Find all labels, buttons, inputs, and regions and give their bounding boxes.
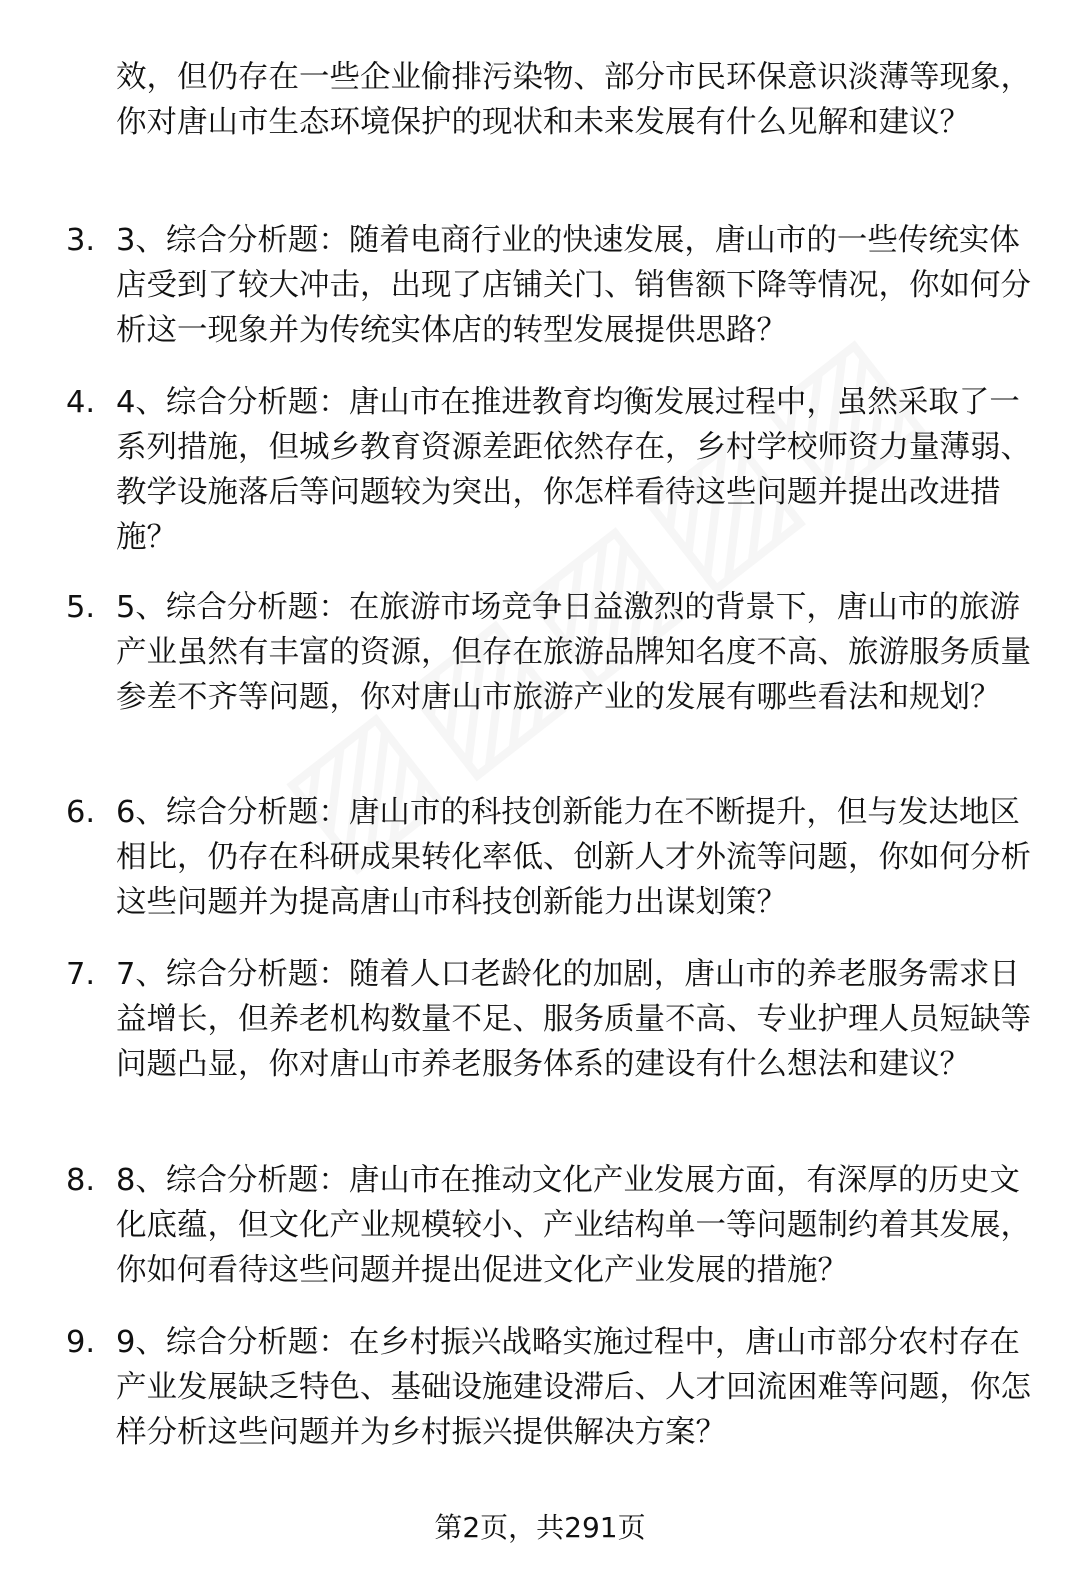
question-text: 6、综合分析题：唐山市的科技创新能力在不断提升，但与发达地区相比，仍存在科研成果转化率低、创新人才外流等问题，你如何分析这些问题并为提高唐山市科技创新能力出谋划策？ — [116, 795, 1031, 920]
continuation-paragraph: 效，但仍存在一些企业偷排污染物、部分市民环保意识淡薄等现象，你对唐山市生态环境保护的现状和未来发展有什么见解和建议？ — [116, 60, 1031, 140]
question-text: 8、综合分析题：唐山市在推动文化产业发展方面，有深厚的历史文化底蕴，但文化产业规模较小、产业结构单一等问题制约着其发展，你如何看待这些问题并提出促进文化产业发展的措施？ — [116, 1163, 1031, 1288]
question-number: 8. — [66, 1163, 96, 1198]
question-text: 7、综合分析题：随着人口老龄化的加剧，唐山市的养老服务需求日益增长，但养老机构数量不足、服务质量不高、专业护理人员短缺等问题凸显，你对唐山市养老服务体系的建设有什么想法和建议？ — [116, 957, 1031, 1082]
question-number: 6. — [66, 795, 96, 830]
question-text: 4、综合分析题：唐山市在推进教育均衡发展过程中，虽然采取了一系列措施，但城乡教育资源差距依然存在，乡村学校师资力量薄弱、教学设施落后等问题较为突出，你怎样看待这些问题并提出改进措施？ — [116, 385, 1031, 555]
question-text: 9、综合分析题：在乡村振兴战略实施过程中，唐山市部分农村存在产业发展缺乏特色、基础设施建设滞后、人才回流困难等问题，你怎样分析这些问题并为乡村振兴提供解决方案？ — [116, 1325, 1031, 1450]
question-text: 3、综合分析题：随着电商行业的快速发展，唐山市的一些传统实体店受到了较大冲击，出现了店铺关门、销售额下降等情况，你如何分析这一现象并为传统实体店的转型发展提供思路？ — [116, 223, 1031, 348]
question-number: 4. — [66, 385, 96, 420]
question-number: 7. — [66, 957, 96, 992]
question-number: 3. — [66, 223, 96, 258]
question-number: 9. — [66, 1325, 96, 1360]
question-text: 5、综合分析题：在旅游市场竞争日益激烈的背景下，唐山市的旅游产业虽然有丰富的资源，但存在旅游品牌知名度不高、旅游服务质量参差不齐等问题，你对唐山市旅游产业的发展有哪些看法和规划？ — [116, 590, 1031, 715]
page-number-footer: 第2页，共291页 — [434, 1511, 646, 1544]
question-number: 5. — [66, 590, 96, 625]
